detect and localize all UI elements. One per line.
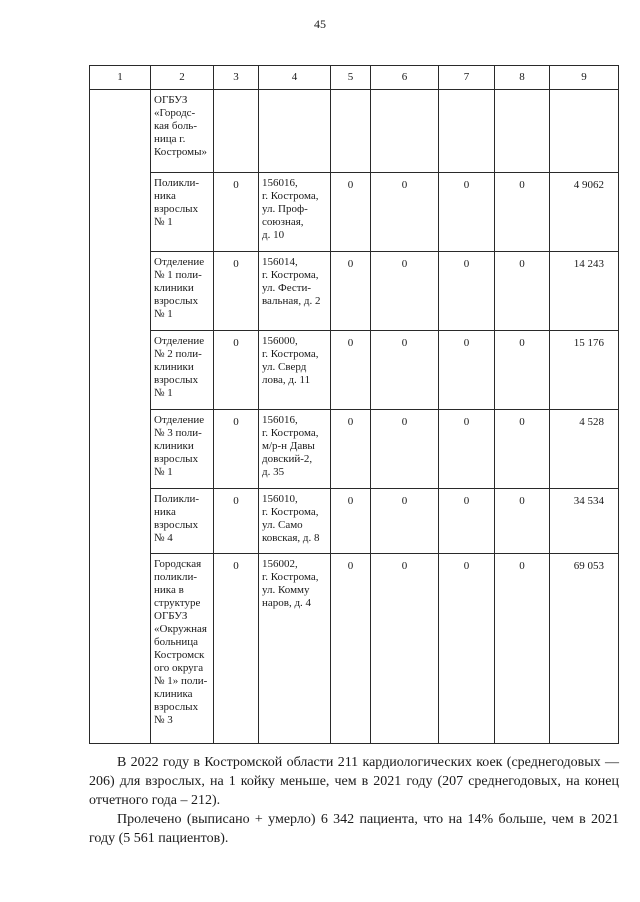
value-cell: 0 xyxy=(371,410,439,489)
data-table xyxy=(89,65,619,744)
org-name-line: клиники xyxy=(154,361,194,373)
org-name-line: структуре xyxy=(154,597,201,609)
value-cell: 0 xyxy=(439,554,495,744)
value-cell: 0 xyxy=(439,173,495,252)
org-name-line: взрослых xyxy=(154,701,199,713)
org-name-line: ого округа xyxy=(154,662,204,674)
org-name-line: «Окружная xyxy=(154,623,207,635)
org-name-line: Поликли- xyxy=(154,177,200,189)
table-row xyxy=(90,331,619,410)
org-name-line: клиники xyxy=(154,440,194,452)
address-cell xyxy=(259,173,331,252)
address-line: ул. Комму xyxy=(262,584,310,596)
table-row xyxy=(90,410,619,489)
org-name-line: Поликли- xyxy=(154,493,200,505)
org-name-line: Городская xyxy=(154,558,202,570)
table-cell xyxy=(259,90,331,173)
table-cell-merged xyxy=(90,90,151,744)
value-cell: 0 xyxy=(331,252,371,331)
org-name-line: ОГБУЗ xyxy=(154,610,188,622)
table-cell xyxy=(331,90,371,173)
value-cell: 0 xyxy=(371,489,439,554)
value-cell: 0 xyxy=(331,554,371,744)
column-header: 5 xyxy=(331,66,371,90)
address-cell xyxy=(259,252,331,331)
org-name-line: № 1 xyxy=(154,308,173,320)
org-name-cell xyxy=(151,410,214,489)
total-cell: 69 053 xyxy=(550,554,619,744)
total-cell: 4 528 xyxy=(550,410,619,489)
org-name-line: № 1 xyxy=(154,387,173,399)
address-line: г. Кострома, xyxy=(262,269,319,281)
org-name-line: № 1 xyxy=(154,216,173,228)
address-line: 156002, xyxy=(262,558,298,570)
value-cell: 0 xyxy=(214,554,259,744)
org-name-line: № 3 поли- xyxy=(154,427,202,439)
address-line: вальная, д. 2 xyxy=(262,295,321,307)
paragraph: В 2022 году в Костромской области 211 кардиологических коек (среднегодовых — 206) для взрослых, на 1 койку меньше, чем в 2021 году (207 среднегодовых, на конец отчетного года – 212). xyxy=(89,755,619,808)
value-cell: 0 xyxy=(439,331,495,410)
address-line: 156016, xyxy=(262,177,298,189)
address-line: ул. Проф- xyxy=(262,203,308,215)
address-line: довский-2, xyxy=(262,453,313,465)
address-line: д. 10 xyxy=(262,229,285,241)
value-cell: 0 xyxy=(495,331,550,410)
table-cell xyxy=(214,90,259,173)
address-line: ул. Фести- xyxy=(262,282,312,294)
paragraph: Пролечено (выписано + умерло) 6 342 пациента, что на 14% больше, чем в 2021 году (5 561 пациентов). xyxy=(89,812,619,846)
value-cell: 0 xyxy=(214,252,259,331)
value-cell: 0 xyxy=(371,331,439,410)
address-line: 156014, xyxy=(262,256,298,268)
org-name-line: взрослых xyxy=(154,374,199,386)
org-name-line: клиники xyxy=(154,282,194,294)
value-cell: 0 xyxy=(214,173,259,252)
address-line: 156016, xyxy=(262,414,298,426)
address-line: союзная, xyxy=(262,216,304,228)
address-line: д. 35 xyxy=(262,466,285,478)
value-cell: 0 xyxy=(495,173,550,252)
column-header: 6 xyxy=(371,66,439,90)
org-name-cell xyxy=(151,252,214,331)
address-cell xyxy=(259,331,331,410)
value-cell: 0 xyxy=(331,489,371,554)
table-header-row xyxy=(90,66,619,90)
address-line: г. Кострома, xyxy=(262,427,319,439)
table-row xyxy=(90,554,619,744)
value-cell: 0 xyxy=(439,489,495,554)
value-cell: 0 xyxy=(214,489,259,554)
value-cell: 0 xyxy=(331,173,371,252)
org-name-cell xyxy=(151,173,214,252)
org-name-cell xyxy=(151,331,214,410)
org-name-line: ника xyxy=(154,190,176,202)
org-name-line: Костромы» xyxy=(154,146,208,158)
address-cell xyxy=(259,410,331,489)
total-cell: 14 243 xyxy=(550,252,619,331)
org-name-line: взрослых xyxy=(154,453,199,465)
value-cell: 0 xyxy=(371,554,439,744)
org-name-cell xyxy=(151,90,214,173)
org-name-line: клиника xyxy=(154,688,193,700)
table-cell xyxy=(371,90,439,173)
total-cell: 15 176 xyxy=(550,331,619,410)
value-cell: 0 xyxy=(495,410,550,489)
table-row xyxy=(90,173,619,252)
org-name-line: Костромск xyxy=(154,649,205,661)
org-name-line: взрослых xyxy=(154,519,199,531)
address-line: ул. Сверд xyxy=(262,361,307,373)
total-cell: 34 534 xyxy=(550,489,619,554)
value-cell: 0 xyxy=(331,331,371,410)
org-name-line: больница xyxy=(154,636,198,648)
org-name-line: Отделение xyxy=(154,335,205,347)
org-name-cell xyxy=(151,554,214,744)
address-line: г. Кострома, xyxy=(262,571,319,583)
address-line: г. Кострома, xyxy=(262,348,319,360)
value-cell: 0 xyxy=(495,554,550,744)
org-name-line: кая боль- xyxy=(154,120,197,132)
org-name-line: ОГБУЗ xyxy=(154,94,188,106)
value-cell: 0 xyxy=(439,252,495,331)
table-cell xyxy=(495,90,550,173)
org-name-line: «Городс- xyxy=(154,107,196,119)
address-line: лова, д. 11 xyxy=(262,374,311,386)
table-row xyxy=(90,489,619,554)
value-cell: 0 xyxy=(371,252,439,331)
org-name-line: № 1 xyxy=(154,466,173,478)
address-line: 156010, xyxy=(262,493,298,505)
org-name-line: ника xyxy=(154,506,176,518)
org-name-line: № 4 xyxy=(154,532,173,544)
org-name-cell xyxy=(151,489,214,554)
address-line: ковская, д. 8 xyxy=(262,532,320,544)
table-cell xyxy=(550,90,619,173)
org-name-line: № 3 xyxy=(154,714,173,726)
org-name-line: № 1 поли- xyxy=(154,269,202,281)
column-header: 3 xyxy=(214,66,259,90)
address-line: г. Кострома, xyxy=(262,190,319,202)
org-name-line: ница г. xyxy=(154,133,186,145)
org-name-line: взрослых xyxy=(154,203,199,215)
address-line: наров, д. 4 xyxy=(262,597,312,609)
address-cell xyxy=(259,489,331,554)
value-cell: 0 xyxy=(214,331,259,410)
table-row xyxy=(90,90,619,173)
address-cell xyxy=(259,554,331,744)
value-cell: 0 xyxy=(495,489,550,554)
table-row xyxy=(90,252,619,331)
address-line: ул. Само xyxy=(262,519,303,531)
org-name-line: Отделение xyxy=(154,256,205,268)
value-cell: 0 xyxy=(495,252,550,331)
org-name-line: поликли- xyxy=(154,571,198,583)
org-name-line: взрослых xyxy=(154,295,199,307)
body-text xyxy=(89,753,619,848)
address-line: г. Кострома, xyxy=(262,506,319,518)
table-cell xyxy=(439,90,495,173)
page-number: 45 xyxy=(314,17,326,31)
value-cell: 0 xyxy=(371,173,439,252)
org-name-line: № 2 поли- xyxy=(154,348,202,360)
total-cell: 4 9062 xyxy=(550,173,619,252)
column-header: 4 xyxy=(259,66,331,90)
table-body xyxy=(90,90,619,744)
column-header: 7 xyxy=(439,66,495,90)
address-line: м/р-н Давы xyxy=(262,440,315,452)
value-cell: 0 xyxy=(331,410,371,489)
org-name-line: № 1» поли- xyxy=(154,675,208,687)
column-header: 2 xyxy=(151,66,214,90)
column-header: 8 xyxy=(495,66,550,90)
org-name-line: ника в xyxy=(154,584,184,596)
address-line: 156000, xyxy=(262,335,298,347)
column-header: 9 xyxy=(550,66,619,90)
value-cell: 0 xyxy=(439,410,495,489)
value-cell: 0 xyxy=(214,410,259,489)
column-header: 1 xyxy=(90,66,151,90)
org-name-line: Отделение xyxy=(154,414,205,426)
